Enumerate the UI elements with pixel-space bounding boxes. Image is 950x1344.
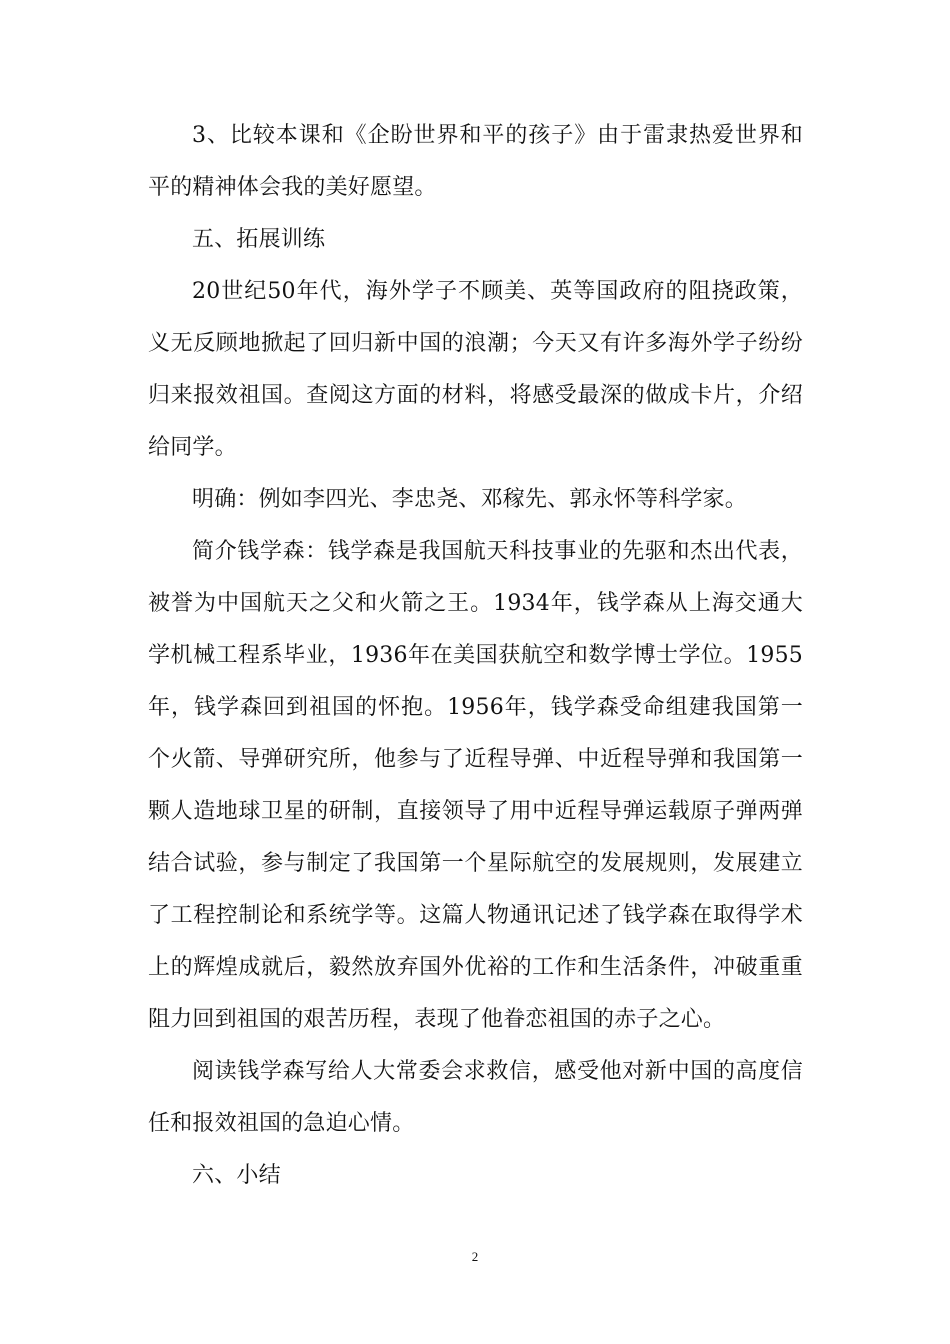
section-heading-summary: 六、小结 <box>192 1163 281 1188</box>
section-heading-extension: 五、拓展训练 <box>192 227 326 252</box>
paragraph-compare-lesson: 3、比较本课和《企盼世界和平的孩子》由于雷隶热爱世界和平的精神体会我的美好愿望。 <box>148 123 803 200</box>
paragraph-overseas-students: 20世纪50年代，海外学子不顾美、英等国政府的阻挠政策，义无反顾地掀起了回归新中国的浪潮；今天又有许多海外学子纷纷归来报效祖国。查阅这方面的材料，将感受最深的做成卡片，介绍给同学。 <box>148 279 803 460</box>
document-body <box>148 110 803 1202</box>
page-number: 2 <box>471 1249 479 1264</box>
paragraph-clarification: 明确：例如李四光、李忠尧、邓稼先、郭永怀等科学家。 <box>192 487 748 512</box>
paragraph-reading-letter: 阅读钱学森写给人大常委会求救信，感受他对新中国的高度信任和报效祖国的急迫心情。 <box>148 1059 803 1136</box>
paragraph-qian-xuesen-intro: 简介钱学森：钱学森是我国航天科技事业的先驱和杰出代表，被誉为中国航天之父和火箭之王。1934年，钱学森从上海交通大学机械工程系毕业，1936年在美国获航空和数学博士学位。1955年，钱学森回到祖国的怀抱。1956年，钱学森受命组建我国第一个火箭、导弹研究所，他参与了近程导弹、中近程导弹和我国第一颗人造地球卫星的研制，直接领导了用中近程导弹运载原子弹两弹结合试验，参与制定了我国第一个星际航空的发展规则，发展建立了工程控制论和系统学等。这篇人物通讯记述了钱学森在取得学术上的辉煌成就后，毅然放弃国外优裕的工作和生活条件，冲破重重阻力回到祖国的艰苦历程，表现了他眷恋祖国的赤子之心。 <box>148 539 803 1032</box>
